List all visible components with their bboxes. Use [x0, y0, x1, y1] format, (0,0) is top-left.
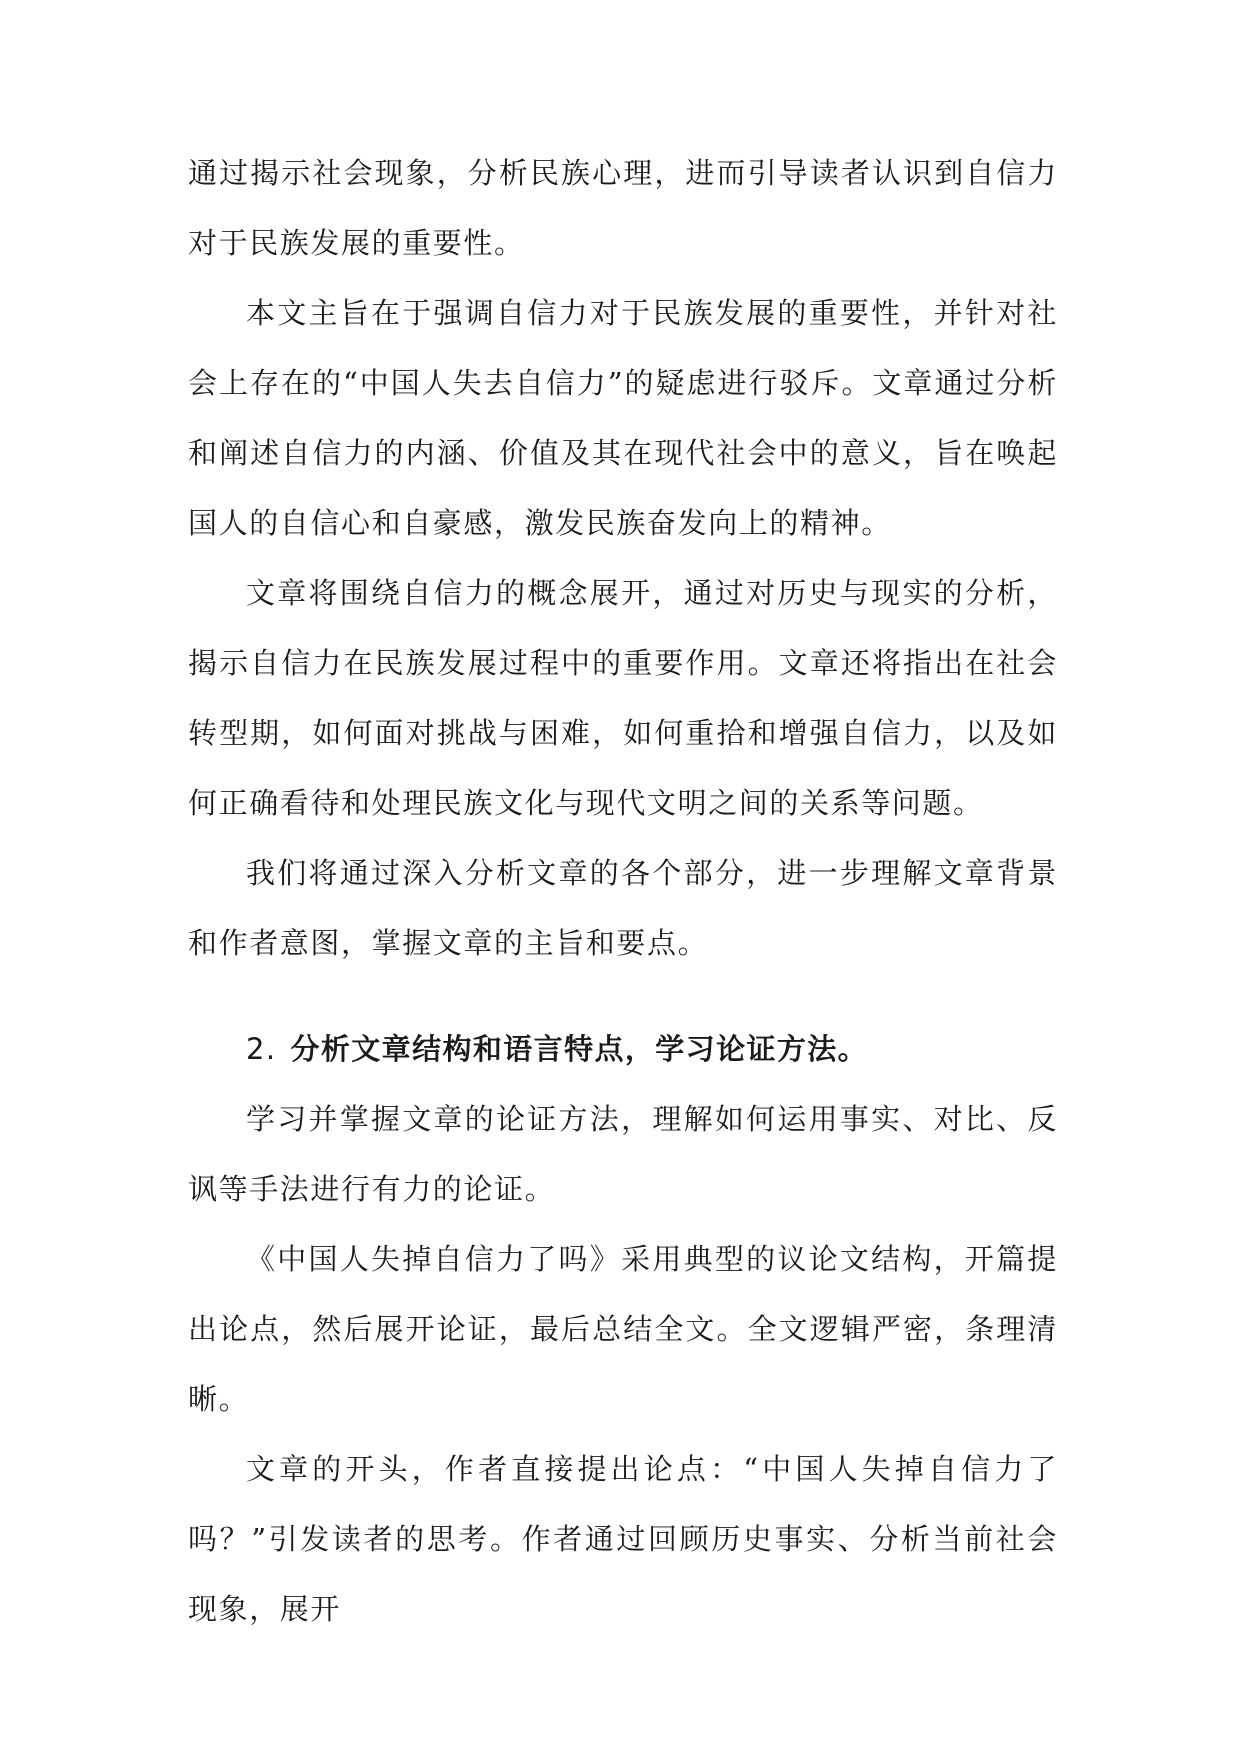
paragraph-argument-methods: 学习并掌握文章的论证方法，理解如何运用事实、对比、反讽等手法进行有力的论证。 [188, 1102, 1058, 1206]
paragraph-continued: 通过揭示社会现象，分析民族心理，进而引导读者认识到自信力对于民族发展的重要性。 [188, 156, 1058, 260]
paragraph-opening: 文章的开头，作者直接提出论点：“中国人失掉自信力了吗？”引发读者的思考。作者通过回顾历史事实、分析当前社会现象，展开 [188, 1452, 1058, 1626]
document-body [188, 138, 1058, 1644]
paragraph-outline: 文章将围绕自信力的概念展开，通过对历史与现实的分析，揭示自信力在民族发展过程中的重要作用。文章还将指出在社会转型期，如何面对挑战与困难，如何重拾和增强自信力，以及如何正确看待和处理民族文化与现代文明之间的关系等问题。 [188, 576, 1058, 820]
section-title: 分析文章结构和语言特点，学习论证方法。 [290, 1032, 869, 1066]
section-heading [188, 1014, 1058, 1084]
paragraph-goal: 我们将通过深入分析文章的各个部分，进一步理解文章背景和作者意图，掌握文章的主旨和要点。 [188, 856, 1058, 960]
paragraph-structure: 《中国人失掉自信力了吗》采用典型的议论文结构，开篇提出论点，然后展开论证，最后总结全文。全文逻辑严密，条理清晰。 [188, 1242, 1058, 1416]
paragraph-main-idea: 本文主旨在于强调自信力对于民族发展的重要性，并针对社会上存在的“中国人失去自信力”的疑虑进行驳斥。文章通过分析和阐述自信力的内涵、价值及其在现代社会中的意义，旨在唤起国人的自信心和自豪感，激发民族奋发向上的精神。 [188, 296, 1058, 540]
section-number: 2. [246, 1032, 277, 1066]
